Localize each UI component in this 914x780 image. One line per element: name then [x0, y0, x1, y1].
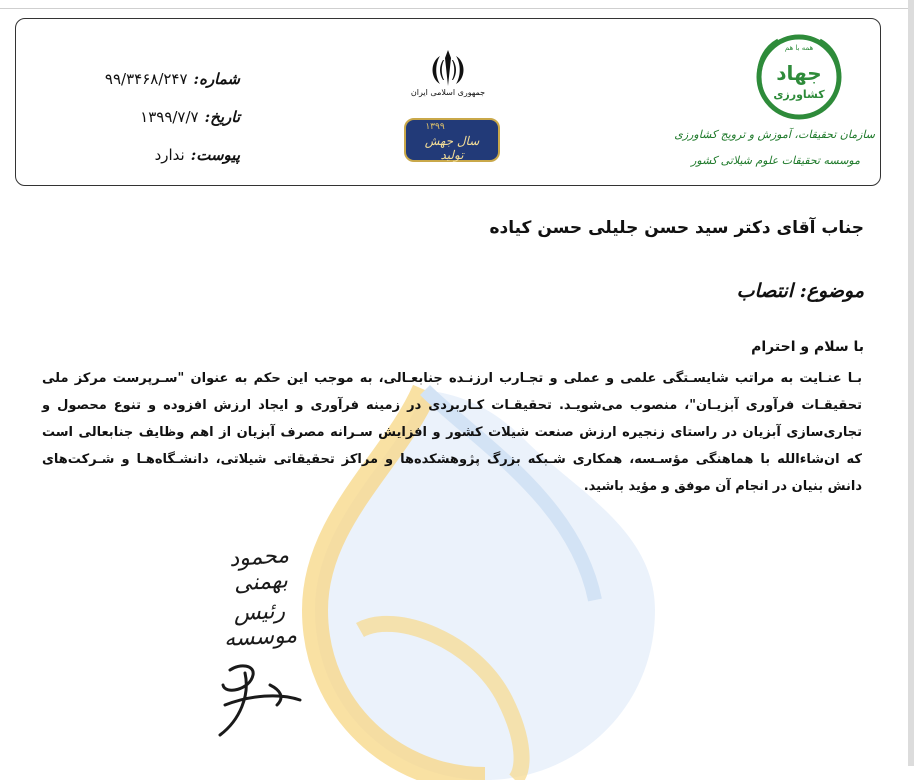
meta-number — [80, 60, 240, 98]
meta-number-value: ۹۹/۳۴۶۸/۲۴۷ — [104, 70, 188, 88]
logo-top-text: همه با هم — [784, 44, 814, 52]
signature-mark — [205, 545, 315, 745]
meta-date — [80, 98, 240, 136]
emblem-caption: جمهوری اسلامی ایران — [410, 88, 486, 97]
signatory-title: رئیس موسسه — [223, 598, 298, 652]
letter-meta — [80, 60, 240, 174]
year-slogan-badge — [404, 118, 500, 162]
logo-sub-text: کشاورزی — [773, 88, 825, 101]
page-edge — [908, 0, 914, 766]
greeting: با سلام و احترام — [751, 339, 864, 355]
meta-attachment-value: ندارد — [154, 146, 185, 164]
jihad-agriculture-logo — [748, 32, 850, 122]
logo-main-text: جهاد — [776, 61, 822, 85]
meta-attachment — [80, 136, 240, 174]
meta-number-label: شماره: — [193, 70, 240, 88]
meta-date-value: ۱۳۹۹/۷/۷ — [140, 108, 199, 126]
top-edge — [0, 0, 914, 9]
year-number: ۱۳۹۹ — [425, 122, 445, 132]
meta-date-label: تاریخ: — [204, 108, 240, 126]
meta-attachment-label: پیوست: — [190, 146, 240, 164]
org-name-secondary: موسسه تحقیقات علوم شیلاتی کشور — [691, 154, 860, 167]
addressee: جناب آقای دکتر سید حسن جلیلی حسن کیاده — [489, 218, 864, 238]
letter-body: بـا عنـایت به مراتب شایسـتگی علمی و عملی و تجـارب ارزنـده جنابعـالی، به موجب این حکم به عنوان "سـرپرست مرکز ملی تحقیقـات فرآوری آبزیـان"، منصوب می‌شویـد. تحقیقـات کـاربردی در زمینه فرآوری و ایجاد ارزش افزوده و تنوع محصول و تجاری‌سازی آبزیان در راستای زنجیره ارزش صنعت شیلات کشور و افزایش سـرانه مصرف آبزیان از اهم وظایف جنابعالی است که ان‌شاءالله با هماهنگی مؤسـسه، همکاری شـبکه بزرگ پژوهشکده‌ها و مراکز تحقیقاتی شیلاتی، دانشـگاه‌هـا و شـرکت‌های دانش بنیان در انجام آن موفق و مؤید باشید. — [42, 371, 862, 494]
org-name-primary: سازمان تحقیقات، آموزش و ترویج کشاورزی — [674, 128, 875, 141]
subject-line: موضوع: انتصاب — [736, 280, 864, 302]
signatory-name: محمود بهمنی — [228, 542, 290, 597]
iran-emblem-icon — [418, 46, 478, 106]
year-slogan: سال جهش تولید — [424, 134, 480, 162]
